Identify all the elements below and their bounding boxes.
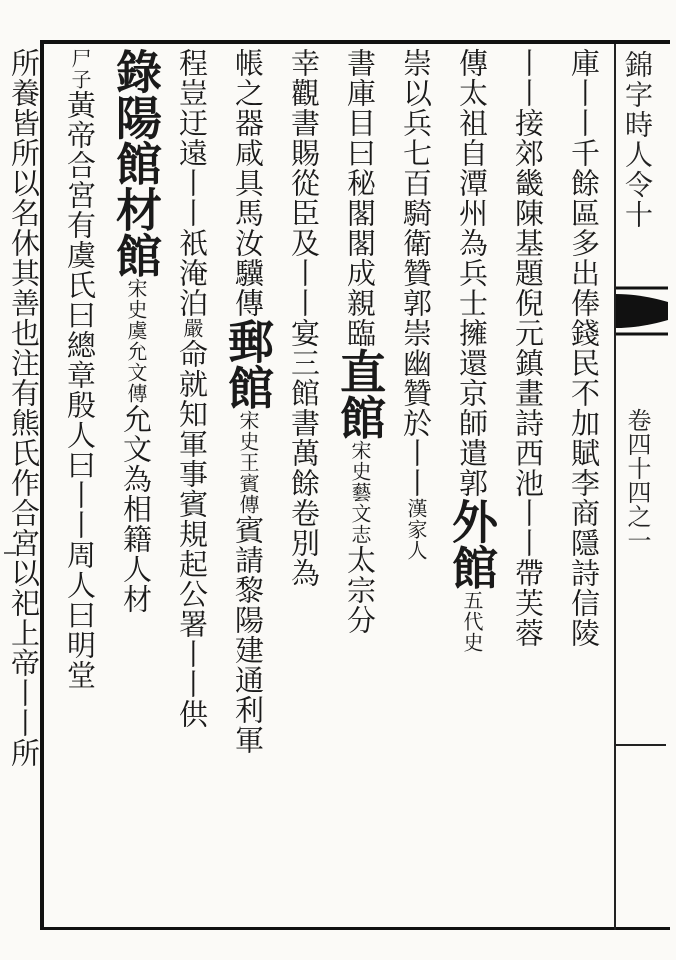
body-text: 書庫目曰秘閣閣成親臨 bbox=[343, 48, 377, 348]
text-column bbox=[276, 48, 332, 924]
body-text: 帳之器咸具馬汝驥傳 bbox=[231, 48, 265, 318]
fishtail-mark-icon bbox=[616, 288, 668, 334]
text-column bbox=[220, 48, 276, 924]
entry-heading: 陽館 bbox=[109, 94, 163, 186]
running-head: 錦字時人令十 bbox=[621, 50, 654, 230]
text-column bbox=[500, 48, 556, 924]
source-note: 宋史虞允文傳 bbox=[124, 278, 148, 404]
body-text: 允文為相籍人材 bbox=[119, 404, 153, 614]
entry-heading: 直館 bbox=[333, 348, 387, 440]
body-text: 黃帝合宮有虞氏曰總章殷人曰丨丨周人曰明堂 bbox=[63, 90, 97, 690]
source-note: 五代史 bbox=[460, 590, 484, 653]
body-text: 程豈迂遠丨丨祇淹泊 bbox=[175, 48, 209, 318]
entry-heading: 郵館 bbox=[221, 318, 275, 410]
gutter-rule bbox=[614, 44, 616, 930]
source-note: 嚴 bbox=[180, 318, 204, 339]
source-note: 宋史王賓傳 bbox=[236, 410, 260, 515]
text-column bbox=[0, 48, 52, 924]
body-text: 庫丨丨千餘區多出俸錢民不加賦李商隱詩信陵 bbox=[567, 48, 601, 648]
source-note: 宋史藝文志 bbox=[348, 440, 372, 545]
text-column bbox=[164, 48, 220, 924]
source-note: 漢家人 bbox=[404, 498, 428, 561]
source-note: 尸子 bbox=[68, 48, 92, 90]
text-column bbox=[332, 48, 388, 924]
entry-heading: 外館 bbox=[445, 498, 499, 590]
body-text: 皆所以名休其善也注有熊氏作合宮以祀上帝丨丨所 bbox=[7, 108, 41, 768]
body-text: 崇以兵七百騎衛贊郭崇幽贊於丨丨 bbox=[399, 48, 433, 498]
text-column bbox=[444, 48, 500, 924]
text-column bbox=[52, 48, 108, 924]
body-text: 太宗分 bbox=[343, 545, 377, 635]
body-text: 三館書萬餘卷別為 bbox=[287, 348, 321, 588]
body-text: 賓請黎陽建通利軍 bbox=[231, 515, 265, 755]
entry-heading: 材館 bbox=[109, 186, 163, 278]
body-text: 命就知軍事賓規起公署丨丨供 bbox=[175, 339, 209, 729]
margin-tick bbox=[616, 744, 666, 746]
text-column bbox=[108, 48, 164, 924]
text-column bbox=[388, 48, 444, 924]
text-columns bbox=[7, 48, 612, 924]
body-text: 幸觀書賜從臣及丨丨宴 bbox=[287, 48, 321, 348]
entry-heading: 錄 bbox=[109, 48, 163, 94]
volume-label: 卷四十四之一 bbox=[623, 408, 651, 552]
body-text: 傳太祖自潭州為兵士擁還京師遣郭 bbox=[455, 48, 489, 498]
body-text: 所養 bbox=[7, 48, 41, 108]
body-text: 丨丨接郊畿陳基題倪元鎮畫詩西池丨丨帶芙蓉 bbox=[511, 48, 545, 648]
text-column bbox=[556, 48, 612, 924]
